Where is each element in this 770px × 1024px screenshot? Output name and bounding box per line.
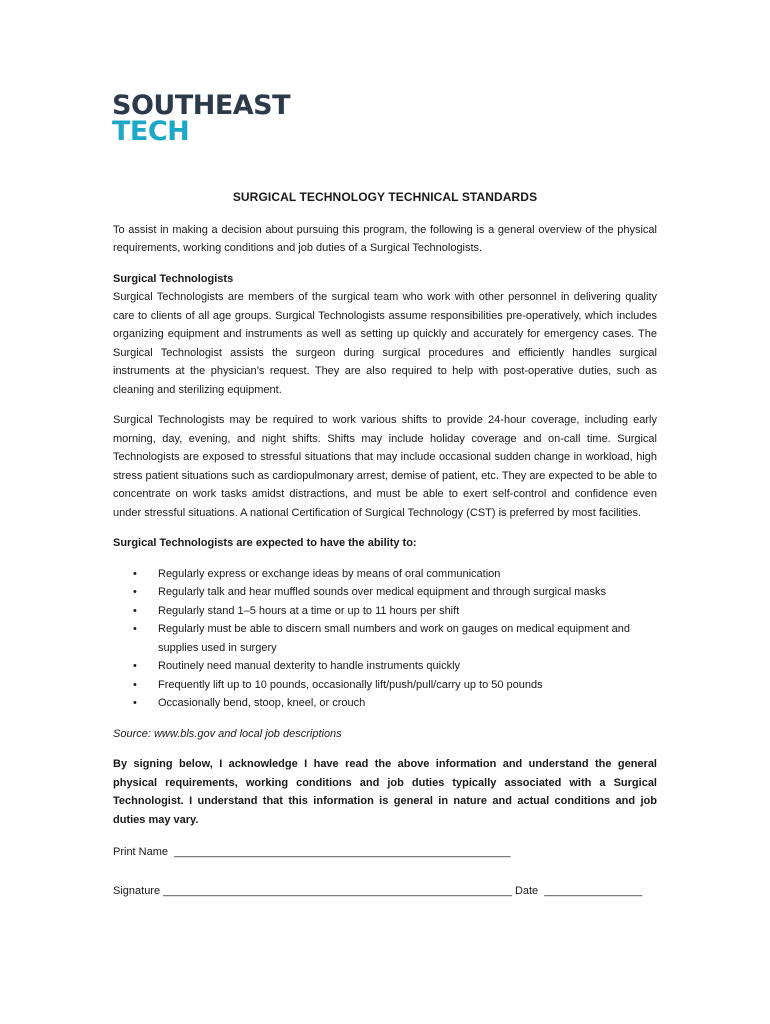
date-label: Date xyxy=(514,884,539,897)
ability-item xyxy=(113,602,657,621)
ability-item xyxy=(113,676,657,695)
page-title: SURGICAL TECHNOLOGY TECHNICAL STANDARDS xyxy=(232,190,538,204)
ability-item xyxy=(113,583,657,602)
section-surgical-technologists xyxy=(113,270,657,400)
ability-text: Regularly must be able to discern small numbers and work on gauges on medical equipment and supplies used in surgery xyxy=(158,623,631,654)
logo-line-1: SOUTHEAST xyxy=(112,90,291,121)
print-name-label: Print Name xyxy=(113,846,169,858)
ability-item xyxy=(113,565,657,584)
acknowledgement-statement: By signing below, I acknowledge I have read the above information and understand the general physical requirements, working conditions and job duties typically associated with a Surgical Technologist. I understand that this information is general in nature and actual conditions and job duties may vary. xyxy=(113,758,657,826)
ability-item xyxy=(113,620,657,657)
section-heading: Surgical Technologists xyxy=(113,272,234,285)
logo-line-2: TECH xyxy=(112,116,190,142)
signature-field[interactable]: _________________________________________________________ xyxy=(163,884,512,897)
signature-label: Signature xyxy=(113,884,161,897)
section-body: Surgical Technologists are members of the surgical team who work with other personnel in delivering quality care to clients of all age groups. Surgical Technologists assume responsibilities pre-operatively, which includes organizing equipment and instruments as well as setting up quickly and accurately for emergency cases. The Surgical Technologist assists the surgeon during surgical procedures and efficiently handles surgical instruments at the physician’s request. They are also required to help with post-operative duties, such as cleaning and sterilizing equipment. xyxy=(113,291,657,396)
ability-text: Frequently lift up to 10 pounds, occasionally lift/push/pull/carry up to 50 pounds xyxy=(158,678,543,691)
bullet-icon: • xyxy=(133,623,137,635)
ability-text: Regularly stand 1–5 hours at a time or up to 11 hours per shift xyxy=(158,604,460,617)
bullet-icon: • xyxy=(133,697,137,709)
ability-text: Routinely need manual dexterity to handle instruments quickly xyxy=(158,660,461,672)
ability-text: Occasionally bend, stoop, kneel, or crouch xyxy=(158,697,366,709)
date-field[interactable]: ________________ xyxy=(544,884,643,897)
ability-item xyxy=(113,657,657,676)
bullet-icon: • xyxy=(133,604,137,617)
intro-paragraph: To assist in making a decision about pursuing this program, the following is a general overview of the physical requirements, working conditions and job duties of a Surgical Technologists. xyxy=(113,223,657,254)
ability-item xyxy=(113,694,657,713)
bullet-icon: • xyxy=(133,660,137,672)
signature-row xyxy=(113,882,657,901)
bullet-icon: • xyxy=(133,678,137,691)
document-body xyxy=(113,188,657,920)
print-name-field[interactable]: _______________________________________________________ xyxy=(174,846,511,858)
ability-text: Regularly express or exchange ideas by means of oral communication xyxy=(158,567,501,580)
shifts-paragraph: Surgical Technologists may be required to work various shifts to provide 24-hour coverage, including early morning, day, evening, and night shifts. Shifts may include holiday coverage and on-call time. Surgical Technologists are exposed to stressful situations that may include occasional sudden change in workload, high stress patient situations such as cardiopulmonary arrest, demise of patient, etc. They are expected to be able to concentrate on work tasks amidst distractions, and must be able to exert self-control and confidence even under stressful situations. A national Certification of Surgical Technology (CST) is preferred by most facilities. xyxy=(113,414,657,519)
southeast-tech-logo xyxy=(112,90,312,142)
ability-text: Regularly talk and hear muffled sounds over medical equipment and through surgical masks xyxy=(158,586,606,598)
abilities-heading: Surgical Technologists are expected to have the ability to: xyxy=(113,537,417,549)
logo-graphic xyxy=(112,90,312,142)
abilities-list xyxy=(113,565,657,713)
print-name-row xyxy=(113,843,657,862)
source-note: Source: www.bls.gov and local job descriptions xyxy=(113,727,342,740)
bullet-icon: • xyxy=(133,586,137,598)
bullet-icon: • xyxy=(133,567,137,580)
